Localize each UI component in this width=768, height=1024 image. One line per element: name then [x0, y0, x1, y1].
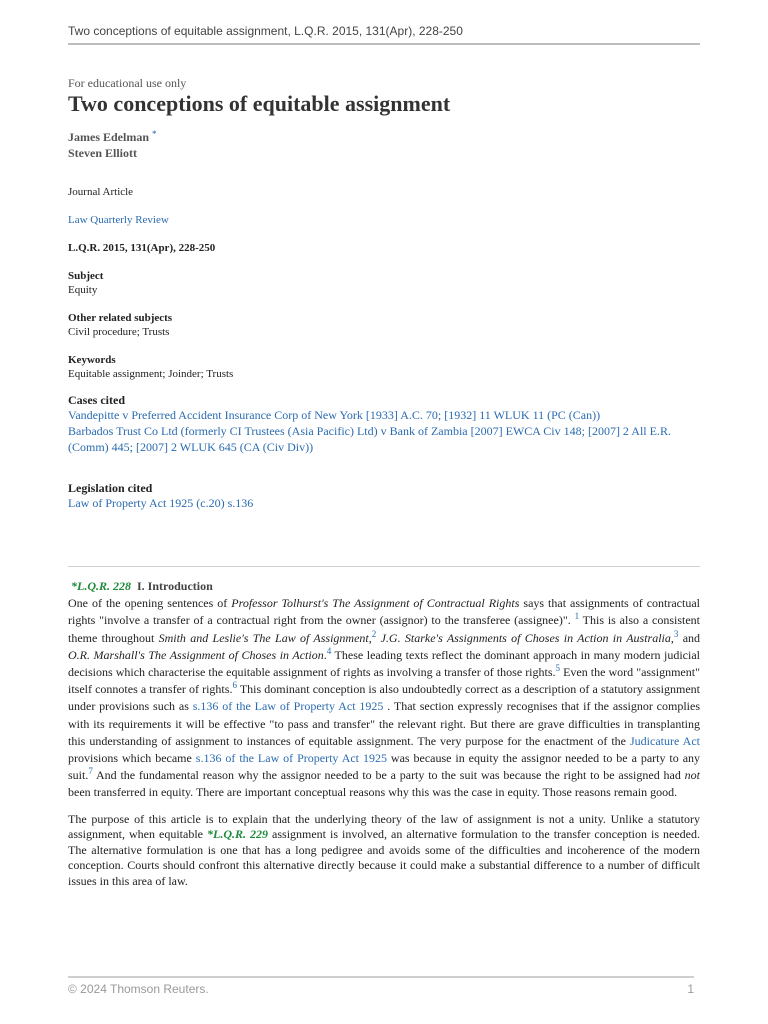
text-run: And the fundamental reason why the assignor needed to be a party to the suit was because the right to be assigned had: [92, 768, 685, 783]
body-divider: [68, 566, 700, 567]
author-footnote-marker[interactable]: *: [152, 129, 157, 139]
legislation-cited-label: Legislation cited: [68, 481, 153, 495]
text-run: assignment is involved, an alternative formulation to the transfer conception is needed. The alternative formulation is one that has a long pedigree and avoids some of the difficulties and incoherence of the modern conception. Courts should confront this alternative directly because it could make a substantial difference to a number of difficult issues in this area of law.: [68, 827, 700, 889]
text-run: .: [323, 647, 327, 662]
other-subjects-label: Other related subjects: [68, 312, 173, 324]
cases-cited-block: [68, 393, 700, 455]
text-run: and: [678, 630, 701, 645]
emphasis: not: [684, 768, 700, 783]
cases-cited-label: Cases cited: [68, 393, 125, 407]
footnote-ref[interactable]: 7: [88, 766, 93, 777]
subject-value: Equity: [68, 284, 98, 296]
text-run: These leading texts reflect the dominant approach in many modern judicial decisions which characterise the equitable assignment of rights as involving a transfer of those rights.: [68, 647, 700, 680]
author-name: Steven Elliott: [68, 146, 137, 160]
footnote-ref[interactable]: 5: [555, 663, 561, 674]
other-subjects-block: [68, 311, 700, 339]
author: [68, 145, 700, 161]
footnote-ref[interactable]: 6: [232, 680, 237, 691]
text-run: been transferred in equity. There are important conceptual reasons why this was the case in equity. Those reasons remain good.: [68, 785, 678, 800]
other-subjects-value: Civil procedure; Trusts: [68, 326, 170, 338]
section-heading: I. Introduction: [137, 579, 213, 593]
text-run: This dominant conception is also undoubtedly correct as a description of a statutory assignment under provisions such as: [68, 682, 701, 714]
page-marker: *L.Q.R. 228: [71, 579, 131, 593]
subject-block: [68, 269, 700, 297]
book-title: Smith and Leslie's The Law of Assignment: [158, 630, 369, 645]
article-body: [68, 578, 700, 890]
text-run: was because in equity the assignor needed to be a party to any suit.: [68, 751, 701, 783]
text-run: ,: [670, 630, 674, 645]
statute-link[interactable]: Judicature Act: [630, 733, 700, 748]
document-title: Two conceptions of equitable assignment: [68, 91, 451, 116]
legislation-link[interactable]: Law of Property Act 1925 (c.20) s.136: [68, 496, 254, 510]
author: [68, 129, 700, 145]
author-name: James Edelman: [68, 130, 149, 144]
footnote-ref[interactable]: 3: [673, 628, 679, 639]
book-title: Professor Tolhurst's The Assignment of Contractual Rights: [231, 596, 520, 611]
document-type: Journal Article: [68, 186, 134, 198]
journal-link[interactable]: Law Quarterly Review: [68, 214, 169, 226]
text-run: Even the word "assignment" itself connotes a transfer of rights.: [68, 665, 700, 697]
paragraph: [68, 812, 700, 890]
keywords-label: Keywords: [68, 354, 116, 366]
text-run: . That section expressly recognises that if the assignor complies with its requirements it will be effective "to pass and transfer" the relevant right. But there are grave difficulties in transplanting this understanding of assignment to instances of equitable assignment. The very purpose for the enactment of the: [68, 699, 700, 748]
citation: L.Q.R. 2015, 131(Apr), 228-250: [68, 242, 216, 254]
subject-label: Subject: [68, 270, 104, 282]
footer-divider: [68, 976, 694, 978]
footer-copyright: © 2024 Thomson Reuters.: [68, 982, 209, 996]
paragraph: [68, 578, 700, 802]
book-title: J.G. Starke's Assignments of Choses in Action in Australia: [380, 630, 671, 645]
page-marker: *L.Q.R. 229: [207, 827, 269, 842]
educational-notice: For educational use only: [68, 76, 187, 90]
text-run: One of the opening sentences of: [68, 596, 232, 611]
text-run: provisions which became: [68, 751, 196, 766]
authors: [68, 129, 700, 161]
text-run: The purpose of this article is to explain that the underlying theory of the law of assignment is not a unity. Unlike a statutory assignment, when equitable: [68, 811, 700, 842]
keywords-block: [68, 353, 700, 381]
case-link[interactable]: Barbados Trust Co Ltd (formerly CI Trustees (Asia Pacific) Ltd) v Bank of Zambia [2007] EWCA Civ 148; [2007] 2 All E.R. (Comm) 445; [2007] 2 WLUK 645 (CA (Civ Div)): [68, 424, 671, 454]
footer-page-number: 1: [687, 982, 694, 996]
footnote-ref[interactable]: 1: [574, 611, 580, 622]
keywords-value: Equitable assignment; Joinder; Trusts: [68, 368, 234, 380]
legislation-cited-block: [68, 481, 700, 511]
book-title: O.R. Marshall's The Assignment of Choses in Action: [68, 647, 324, 662]
header-divider: [68, 43, 700, 45]
text-run: ,: [368, 630, 372, 645]
footnote-ref[interactable]: 2: [371, 628, 377, 639]
text-run: says that assignments of contractual rights "involve a transfer of a contractual right from the owner (assignor) to the transferee (assignee)".: [68, 596, 701, 628]
running-header: Two conceptions of equitable assignment, L.Q.R. 2015, 131(Apr), 228-250: [68, 24, 463, 38]
footnote-ref[interactable]: 4: [326, 645, 332, 656]
case-link[interactable]: Vandepitte v Preferred Accident Insurance Corp of New York [1933] A.C. 70; [1932] 11 WLUK 11 (PC (Can)): [68, 408, 601, 422]
document-metadata: [68, 76, 700, 511]
statute-link[interactable]: s.136 of the Law of Property Act 1925: [192, 699, 384, 714]
text-run: This is also a consistent theme throughout: [68, 613, 700, 645]
statute-link[interactable]: s.136 of the Law of Property Act 1925: [195, 751, 387, 766]
